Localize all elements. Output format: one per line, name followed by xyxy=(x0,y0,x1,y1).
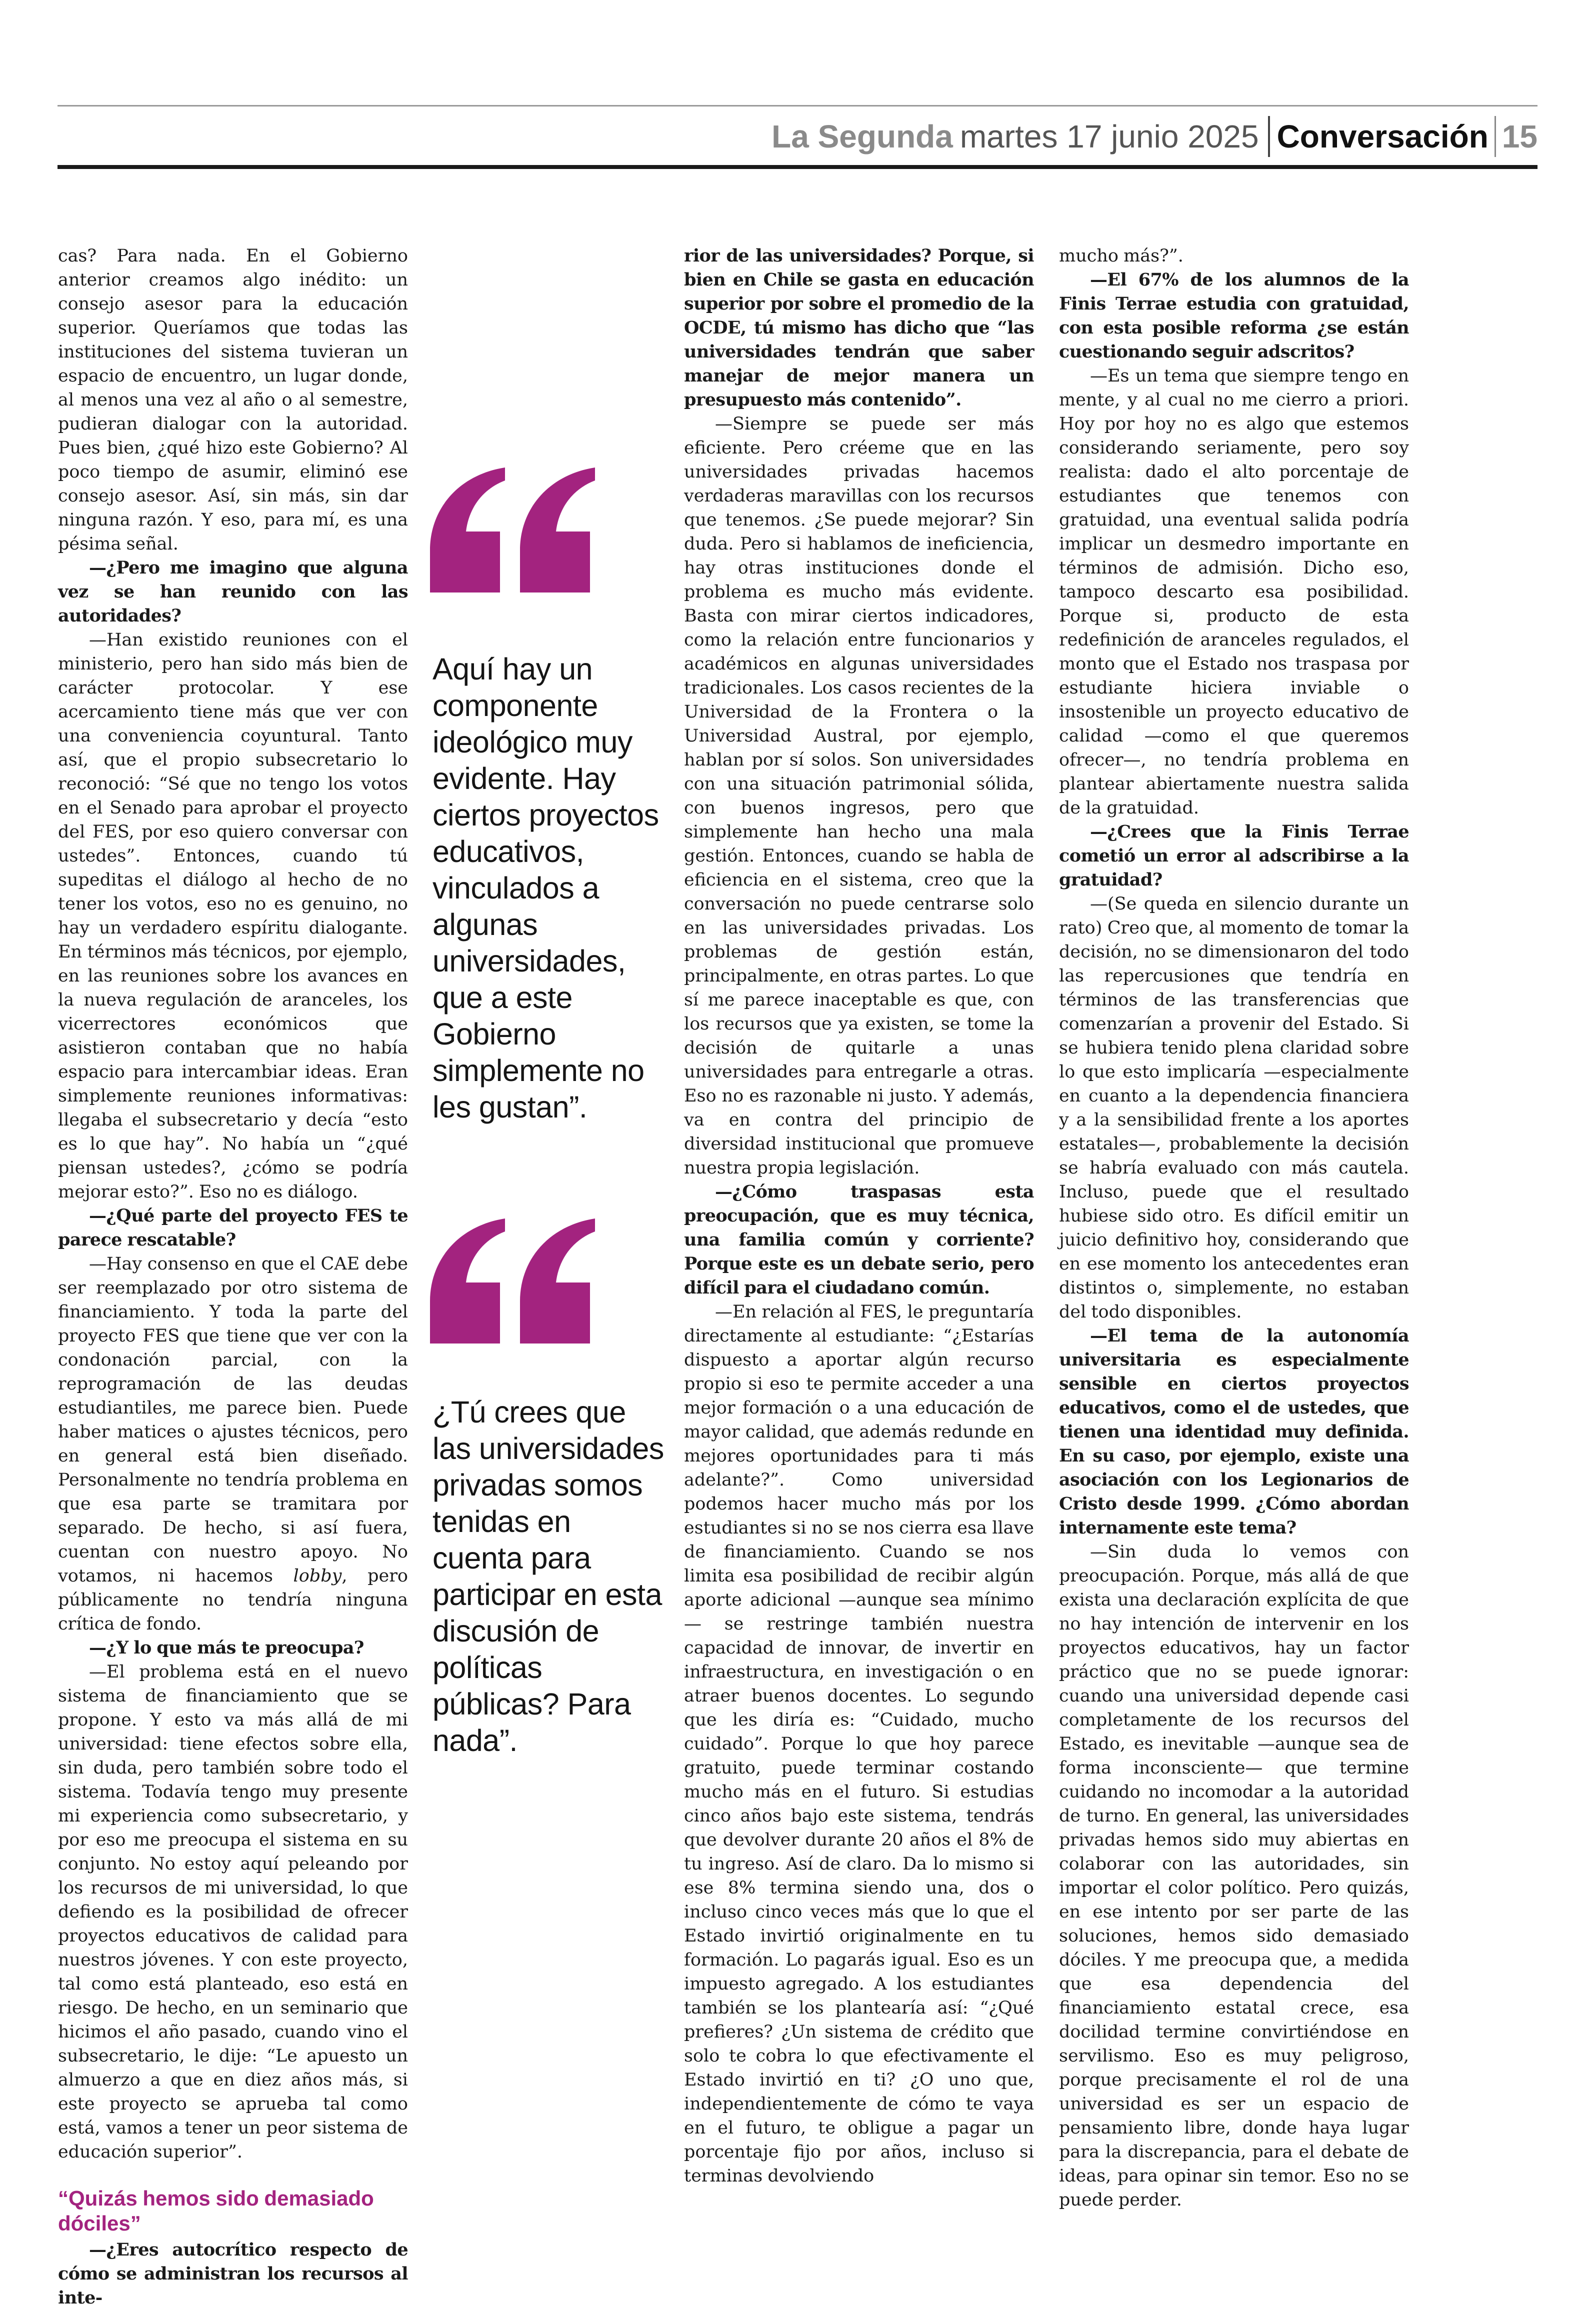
interview-question: —¿Cómo traspasas esta preocupación, que es muy técnica, una familia común y corriente? Porque este es un debate serio, pero difícil para el ciudadano común. xyxy=(684,1182,1034,1298)
answer-paragraph: mucho más?”. xyxy=(1059,246,1184,266)
quote-mark-icon xyxy=(430,468,595,592)
answer-paragraph: cas? Para nada. En el Gobierno anterior creamos algo inédito: un consejo asesor para la educación superior. Queríamos que todas las instituciones del sistema tuvieran un espacio de encuentro, un lugar donde, al menos una vez al año o al semestre, pudieran dialogar con la autoridad. Pues bien, ¿qué hizo este Gobierno? Al poco tiempo de asumir, eliminó ese consejo asesor. Así, sin más, sin dar ninguna razón. Y eso, para mí, es una pésima señal. xyxy=(58,246,408,554)
interview-question: —¿Y lo que más te preocupa? xyxy=(89,1638,364,1658)
article-column-4 xyxy=(1059,244,1409,2212)
interview-question: —¿Pero me imagino que alguna vez se han reunido con las autoridades? xyxy=(58,558,408,626)
masthead xyxy=(772,110,1538,162)
pull-quote-1: Aquí hay un componente ideológico muy evidente. Hay ciertos proyectos educativos, vinculados a algunas universidades, que a este Gobierno simplemente no les gustan”. xyxy=(432,652,659,1124)
answer-paragraph: —Siempre se puede ser más eficiente. Pero créeme que en las universidades privadas hacemos verdaderas maravillas con los recursos que tenemos. ¿Se puede mejorar? Sin duda. Pero si hablamos de ineficiencia, hay otras instituciones donde el problema es mucho más evidente. Basta con mirar ciertos indicadores, como la relación entre funcionarios y académicos en algunas universidades tradicionales. Los casos recientes de la Universidad de la Frontera o la Universidad Austral, por ejemplo, hablan por sí solos. Son universidades con una situación patrimonial sólida, con buenos ingresos, pero que simplemente han hecho una mala gestión. Entonces, cuando se habla de eficiencia en el sistema, creo que la conversación no puede centrarse solo en las universidades privadas. Los problemas de gestión están, principalmente, en otras partes. Lo que sí me parece inaceptable es que, con los recursos que ya existen, se tome la decisión de quitarle a unas universidades para entregarle a otras. Eso no es razonable ni justo. Y además, va en contra del principio de diversidad institucional que promueve nuestra propia legislación. xyxy=(684,414,1034,1178)
interview-question: —El tema de la autonomía universitaria es especialmente sensible en ciertos proyectos educativos, como el de ustedes, que tienen una identidad muy definida. En su caso, por ejemplo, existe una asociación con los Legionarios de Cristo desde 1999. ¿Cómo abordan internamente este tema? xyxy=(1059,1326,1409,1538)
answer-paragraph: —En relación al FES, le preguntaría directamente al estudiante: “¿Estarías dispuesto a aportar algún recurso propio si eso te permite acceder a una mejor formación o a una educación de mayor calidad, que además redunde en mejores oportunidades para ti más adelante?”. Como universidad podemos hacer mucho más por los estudiantes si no se nos cierra esa llave de financiamiento. Cuando se nos limita esa posibilidad de recibir algún aporte adicional —aunque sea mínimo— se restringe también nuestra capacidad de innovar, de invertir en infraestructura, en investigación o en atraer buenos docentes. Lo segundo que les diría es: “Cuidado, mucho cuidado”. Porque lo que hoy parece gratuito, puede terminar costando mucho más en el futuro. Si estudias cinco años bajo este sistema, tendrás que devolver durante 20 años el 8% de tu ingreso. Así de claro. Da lo mismo si ese 8% termina siendo una, dos o incluso cinco veces más que lo que el Estado invirtió originalmente en tu formación. Lo pagarás igual. Eso es un impuesto agregado. A los estudiantes también se los plantearía así: “¿Qué prefieres? ¿Un sistema de crédito que solo te cobra lo que efectivamente el Estado invirtió en ti? ¿O uno que, independientemente de cómo te vaya en el futuro, te obligue a pagar un porcentaje fijo por años, incluso si terminas devolviendo xyxy=(684,1302,1034,2186)
interview-question: —¿Qué parte del proyecto FES te parece rescatable? xyxy=(58,1206,408,1250)
article-column-3 xyxy=(684,244,1034,2188)
header-divider xyxy=(1494,116,1496,157)
section-name: Conversación xyxy=(1276,118,1488,154)
answer-paragraph xyxy=(58,1252,408,1636)
answer-paragraph: —Han existido reuniones con el ministerio, pero han sido más bien de carácter protocolar. Y ese acercamiento tiene más que ver con una conveniencia coyuntural. Tanto así, que el propio subsecretario lo reconoció: “Sé que no tengo los votos en el Senado para aprobar el proyecto del FES, por eso quiero conversar con ustedes”. Entonces, cuando tú supeditas el diálogo al hecho de no tener los votos, eso no es genuino, no hay un verdadero espíritu dialogante. En términos más técnicos, por ejemplo, en las reuniones sobre los avances en la nueva regulación de aranceles, los vicerrectores económicos que asistieron contaban que no había espacio para intercambiar ideas. Eran simplemente reuniones informativas: llegaba el subsecretario y decía “esto es lo que hay”. No había un “¿qué piensan ustedes?, ¿cómo se podría mejorar esto?”. Eso no es diálogo. xyxy=(58,630,408,1202)
interview-question: rior de las universidades? Porque, si bien en Chile se gasta en educación superior por sobre el promedio de la OCDE, tú mismo has dicho que “las universidades tendrán que saber manejar de mejor manera un presupuesto más contenido”. xyxy=(684,246,1034,410)
pull-quote-2: ¿Tú crees que las universidades privadas somos tenidas en cuenta para participar en esta discusión de políticas públicas? Para nada”. xyxy=(432,1395,664,1758)
section-subheading: “Quizás hemos sido demasiado dóciles” xyxy=(58,2186,374,2235)
answer-paragraph: —Es un tema que siempre tengo en mente, y al cual no me cierro a priori. Hoy por hoy no es algo que estemos considerando seriamente, pero soy realista: dado el alto porcentaje de estudiantes que tenemos con gratuidad, una eventual salida podría implicar un desmedro importante en términos de admisión. Dicho eso, tampoco descarto esa posibilidad. Porque si, producto de esta redefinición de aranceles regulados, el monto que el Estado nos traspasa por estudiante hiciera inviable o insostenible un proyecto educativo de calidad —como el que queremos ofrecer—, no tendría problema en plantear abiertamente nuestra salida de la gratuidad. xyxy=(1059,366,1409,818)
header-top-rule xyxy=(58,105,1538,106)
italic-term: lobby xyxy=(293,1566,342,1586)
answer-text: , pero públicamente no tendría ninguna crítica de fondo. xyxy=(58,1566,408,1634)
newspaper-brand: La Segunda xyxy=(772,118,953,154)
page-header xyxy=(58,110,1538,162)
header-bottom-rule xyxy=(58,165,1538,169)
answer-paragraph: —El problema está en el nuevo sistema de financiamiento que se propone. Y esto va más allá de mi universidad: tiene efectos sobre ella, sin duda, pero también sobre todo el sistema. Todavía tengo muy presente mi experiencia como subsecretario, y por eso me preocupa el sistema en su conjunto. No estoy aquí peleando por los recursos de mi universidad, lo que defiendo es la posibilidad de ofrecer proyectos educativos de calidad para nuestros jóvenes. Y con este proyecto, tal como está planteado, eso está en riesgo. De hecho, en un seminario que hicimos el año pasado, cuando vino el subsecretario, le dije: “Le apuesto un almuerzo a que en diez años más, si este proyecto se aprueba tal como está, vamos a tener un peor sistema de educación superior”. xyxy=(58,1662,408,2162)
page-number: 15 xyxy=(1502,118,1538,154)
answer-text: —Hay consenso en que el CAE debe ser reemplazado por otro sistema de financiamiento. Y toda la parte del proyecto FES que tiene que ver con la condonación parcial, con la reprogramación de las deudas estudiantiles, me parece bien. Puede haber matices o ajustes técnicos, pero en general está bien diseñado. Personalmente no tendría problema en que esa parte se tramitara por separado. De hecho, si así fuera, cuentan con nuestro apoyo. No votamos, ni hacemos xyxy=(58,1254,408,1586)
interview-question: —¿Crees que la Finis Terrae cometió un error al adscribirse a la gratuidad? xyxy=(1059,822,1409,890)
issue-date: martes 17 junio 2025 xyxy=(960,118,1259,154)
answer-paragraph: —Sin duda lo vemos con preocupación. Porque, más allá de que exista una declaración explícita de que no hay intención de intervenir en los proyectos educativos, hay un factor práctico que no se puede ignorar: cuando una universidad depende casi completamente de los recursos del Estado, es inevitable —aunque sea de forma inconsciente— que termine cuidando no incomodar a la autoridad de turno. En general, las universidades privadas hemos sido muy abiertas en colaborar con las autoridades, sin importar el color político. Pero quizás, en ese intento por ser parte de las soluciones, hemos sido demasiado dóciles. Y me preocupa que, a medida que esa dependencia del financiamiento estatal crece, esa docilidad termine convirtiéndose en servilismo. Eso es muy peligroso, porque precisamente el rol de una universidad es ser un espacio de pensamiento libre, donde haya lugar para la discrepancia, para el debate de ideas, para opinar sin temor. Eso no se puede perder. xyxy=(1059,1542,1409,2210)
header-divider xyxy=(1268,116,1270,157)
interview-question: —El 67% de los alumnos de la Finis Terrae estudia con gratuidad, con esta posible reforma ¿se están cuestionando seguir adscritos? xyxy=(1059,270,1409,362)
article-column-1 xyxy=(58,244,408,2310)
quote-mark-icon xyxy=(430,1218,595,1344)
answer-paragraph: —(Se queda en silencio durante un rato) Creo que, al momento de tomar la decisión, no se dimensionaron del todo las repercusiones que tendría en términos de las transferencias que comenzarían a provenir del Estado. Si se hubiera tenido plena claridad sobre lo que esto implicaría —especialmente en cuanto a la dependencia financiera y a la sensibilidad frente a los aportes estatales—, probablemente la decisión se habría evaluado con más cautela. Incluso, puede que el resultado hubiese sido otro. Es difícil emitir un juicio definitivo hoy, considerando que en ese momento los antecedentes eran distintos o, simplemente, no estaban del todo disponibles. xyxy=(1059,894,1409,1322)
interview-question: —¿Eres autocrítico respecto de cómo se administran los recursos al inte- xyxy=(58,2240,408,2308)
